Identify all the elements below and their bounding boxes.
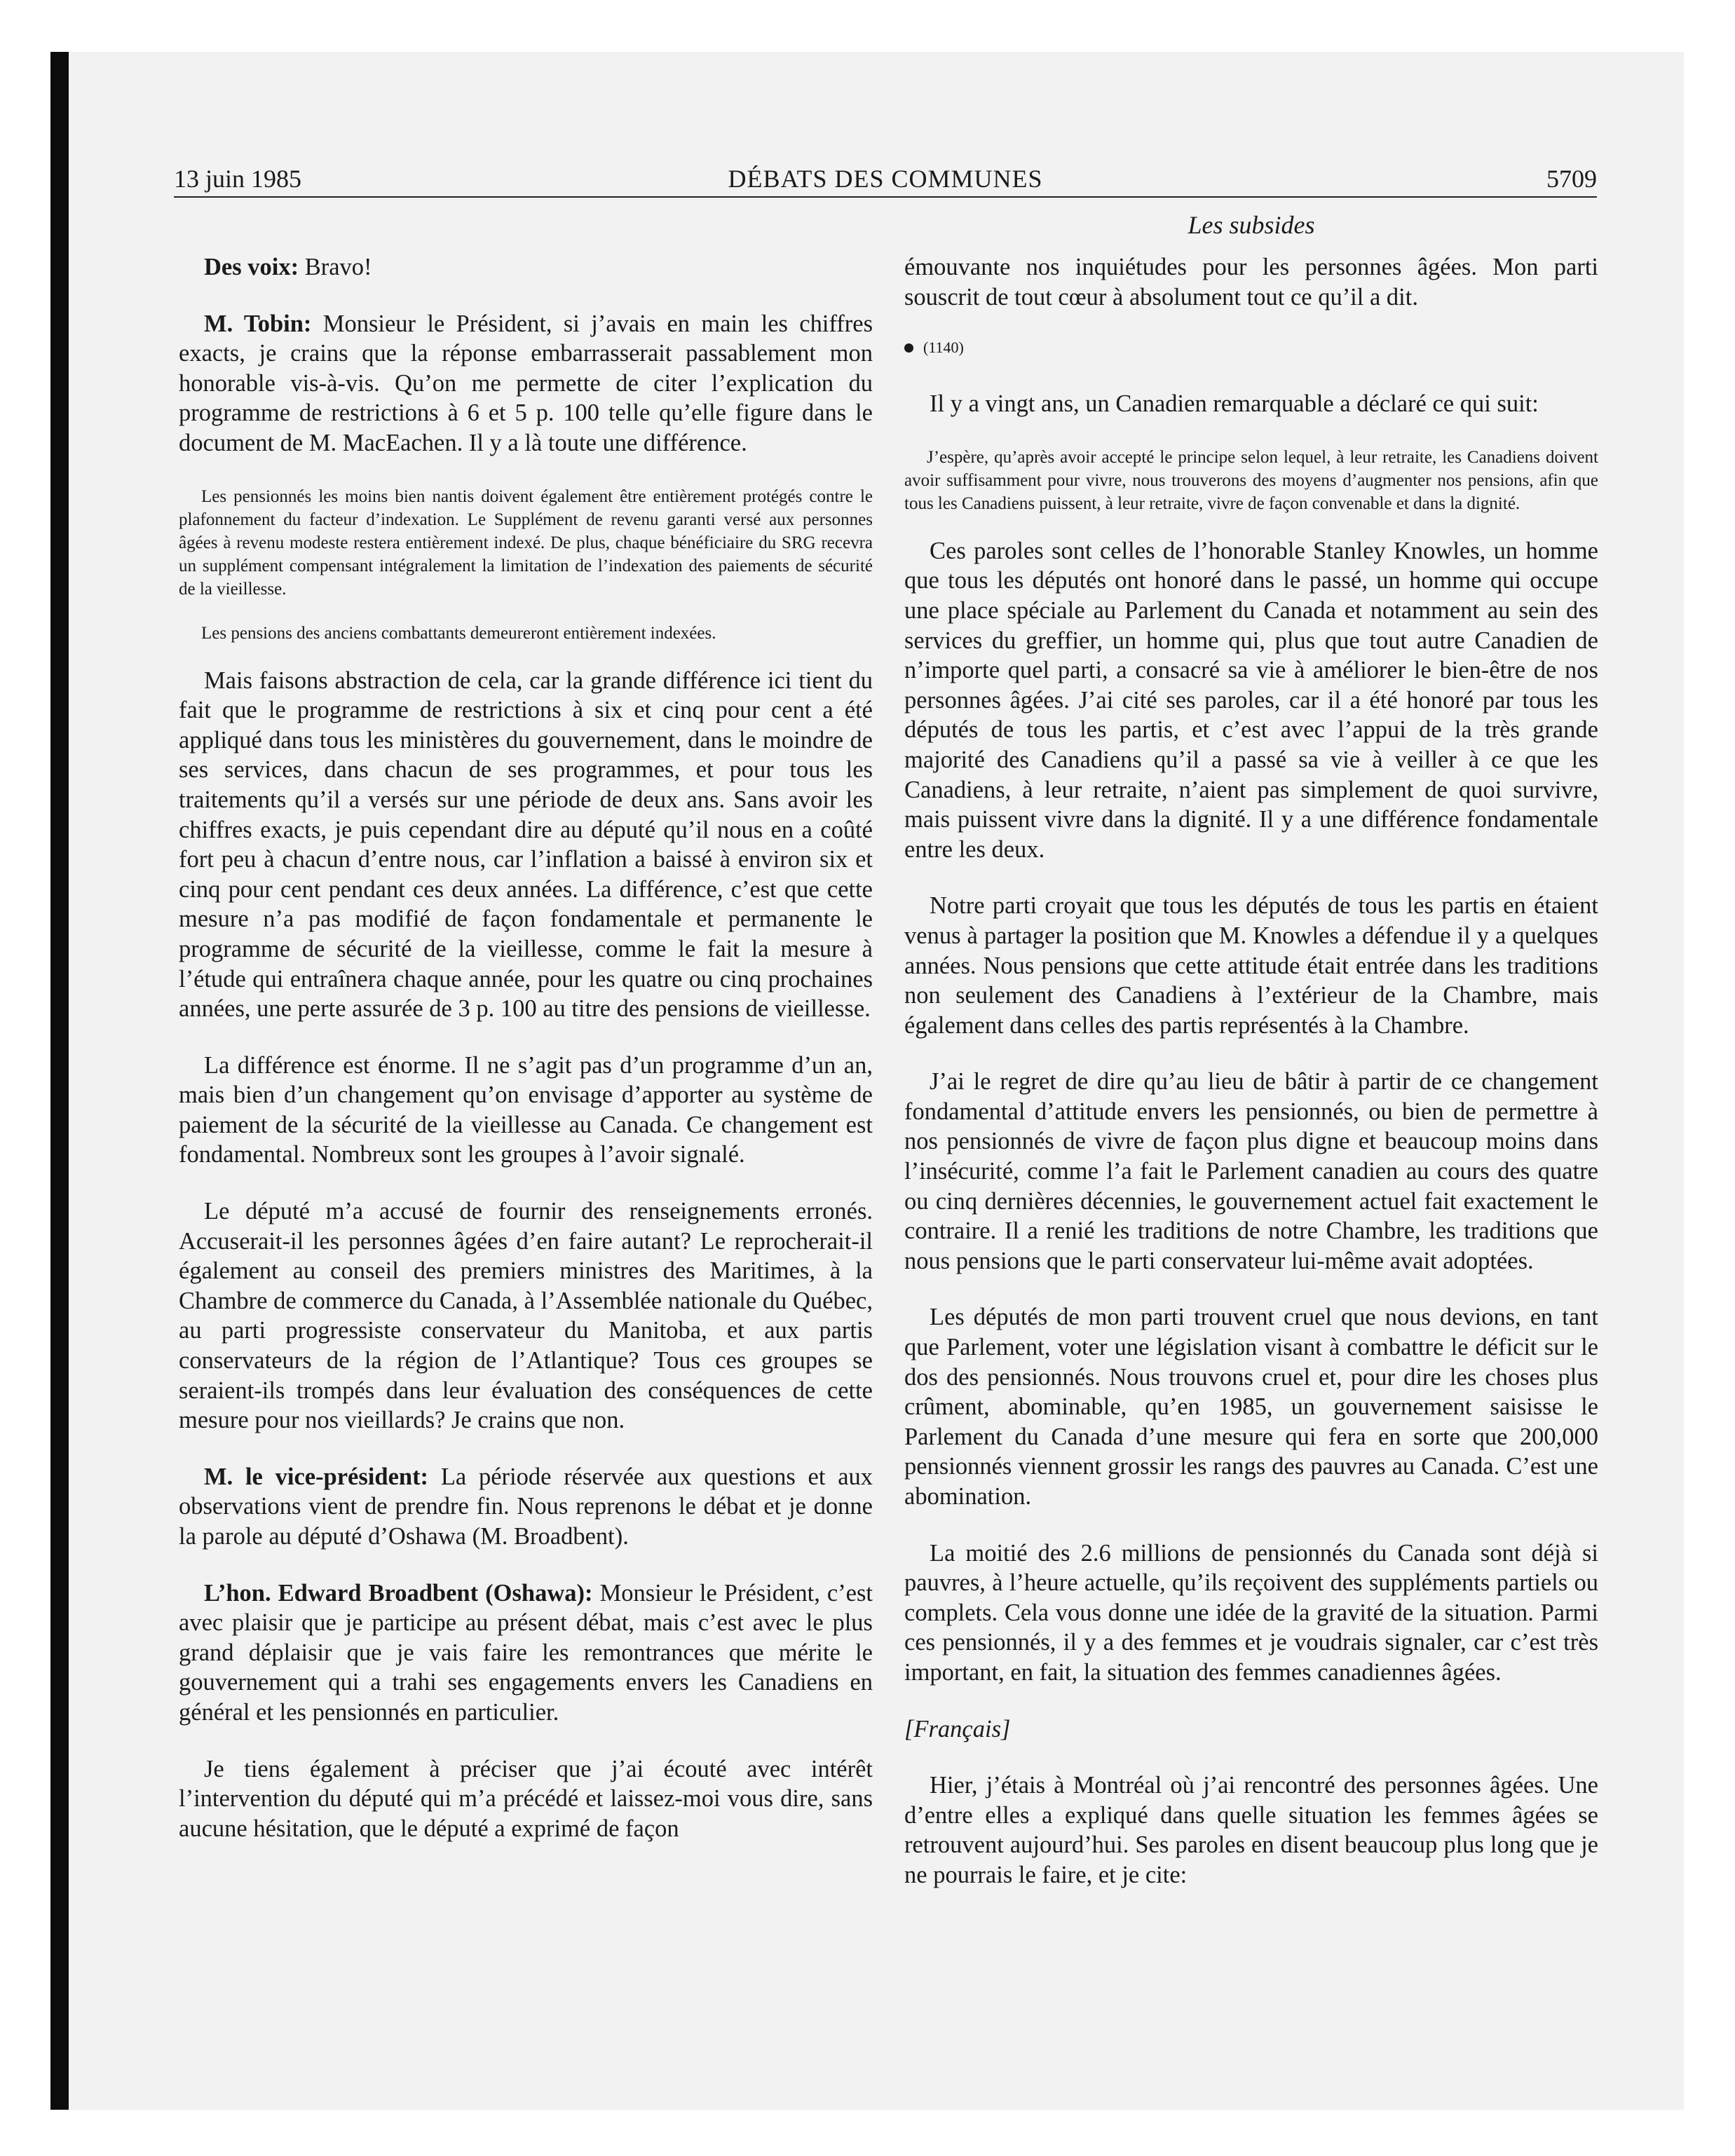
paragraph-continuation: émouvante nos inquiétudes pour les personnes âgées. Mon parti souscrit de tout cœur à absolument tout ce qu’il a dit. [904, 254, 1598, 311]
paragraph: Ces paroles sont celles de l’honorable Stanley Knowles, un homme que tous les députés ont honoré dans le passé, un homme qui occupe une place spéciale au Parlement du Canada et notamment au sein des services du greffier, un homme qui, plus que tout autre Canadien de n’importe quel parti, a consacré sa vie à améliorer le bien-être de nos personnes âgées. J’ai cité ses paroles, car il a été honoré par tous les députés de tous les partis, et c’est avec l’appui de la très grande majorité des Canadiens qu’il a passé sa vie à veiller à ce que les Canadiens, à leur retraite, n’aient pas simplement de quoi survivre, mais puissent vivre dans la dignité. Il y a une différence fondamentale entre les deux. [904, 537, 1598, 863]
speech-text: Bravo! [304, 254, 372, 280]
speech-text: Monsieur le Président, si j’avais en main les chiffres exacts, je crains que la réponse embarrasserait passablement mon honorable vis-à-vis. Qu’on me permette de citer l’explication du programme de restrictions à 6 et 5 p. 100 telle qu’elle figure dans le document de M. MacEachen. Il y a là toute une différence. [179, 310, 873, 456]
paragraph: J’ai le regret de dire qu’au lieu de bâtir à partir de ce changement fondamental d’attitude envers les pensionnés, ou bien de permettre à nos pensionnés de vivre de façon plus digne et beaucoup moins dans l’insécurité, comme l’a fait le Parlement canadien au cours des quatre ou cinq dernières décennies, le gouvernement actuel fait exactement le contraire. Il a renié les traditions de notre Chambre, les traditions que nous pensions que le parti conservateur lui-même avait adoptées. [904, 1068, 1598, 1274]
paragraph [179, 252, 873, 282]
paragraph: Notre parti croyait que tous les députés de tous les partis en étaient venus à partager la position que M. Knowles a défendue il y a quelques années. Nous pensions que cette attitude était entrée dans les traditions non seulement des Canadiens à l’extérieur de la Chambre, mais également dans celles des partis représentés à la Chambre. [904, 892, 1598, 1039]
paragraph [179, 1462, 873, 1552]
speaker-name: M. le vice-président: [204, 1463, 429, 1490]
block-quote: Les pensionnés les moins bien nantis doivent également être entièrement protégés contre le plafonnement du facteur d’indexation. Le Supplément de revenu garanti versé aux personnes âgées à revenu modeste restera entièrement indexé. De plus, chaque bénéficiaire du SRG recevra un supplément compensant intégralement la limitation de l’indexation des paiements de sécurité de la vieillesse. [179, 486, 873, 599]
block-quote: J’espère, qu’après avoir accepté le principe selon lequel, à leur retraite, les Canadiens doivent avoir suffisamment pour vivre, nous trouverons des moyens d’augmenter nos pensions, afin que tous les Canadiens puissent, à leur retraite, vivre de façon convenable et dans la dignité. [904, 447, 1598, 513]
paragraph: La différence est énorme. Il ne s’agit pas d’un programme d’un an, mais bien d’un changement qu’on envisage d’apporter au système de paiement de la sécurité de la vieillesse au Canada. Ce changement est fondamental. Nombreux sont les groupes à l’avoir signalé. [179, 1051, 873, 1168]
speaker-name: L’hon. Edward Broadbent (Oshawa): [204, 1579, 593, 1606]
paragraph: Hier, j’étais à Montréal où j’ai rencontré des personnes âgées. Une d’entre elles a expliqué dans quelle situation les femmes âgées se retrouvent aujourd’hui. Ses paroles en disent beaucoup plus long que je ne pourrais le faire, et je cite: [904, 1772, 1598, 1888]
paragraph: Le député m’a accusé de fournir des renseignements erronés. Accuserait-il les personnes âgées d’en faire autant? Le reprocherait-il également au conseil des premiers ministres des Maritimes, à la Chambre de commerce du Canada, à l’Assemblée nationale du Québec, au parti progressiste conservateur du Manitoba, et aux partis conservateurs de la région de l’Atlantique? Tous ces groupes se seraient-ils trompés dans leur évaluation des conséquences de cette mesure pour nos vieillards? Je crains que non. [179, 1198, 873, 1434]
page-number: 5709 [1546, 165, 1597, 193]
paragraph: Les députés de mon parti trouvent cruel que nous devions, en tant que Parlement, voter une législation visant à combattre le déficit sur le dos des pensionnés. Nous trouvons cruel et, pour dire les choses plus crûment, abominable, qu’en 1985, un gouvernement saisisse le Parlement du Canada d’une mesure qui fera en sorte que 200,000 pensionnés viennent grossir les rangs des pauvres au Canada. C’est une abomination. [904, 1304, 1598, 1510]
speaker-name: M. Tobin: [204, 310, 312, 337]
block-quote: Les pensions des anciens combattants demeureront entièrement indexées. [201, 623, 716, 643]
bullet-icon [904, 343, 913, 353]
header-title: DÉBATS DES COMMUNES [728, 165, 1043, 193]
paragraph [179, 1578, 873, 1728]
paragraph [179, 309, 873, 458]
left-column [179, 252, 873, 1870]
language-marker: [Français] [904, 1715, 1011, 1742]
binding-edge [50, 52, 69, 2110]
section-title: Les subsides [1188, 211, 1315, 239]
page-header [174, 161, 1597, 198]
speaker-name: Des voix: [204, 254, 299, 280]
paragraph: La moitié des 2.6 millions de pensionnés du Canada sont déjà si pauvres, à l’heure actuelle, qu’ils reçoivent des suppléments partiels ou complets. Cela vous donne une idée de la gravité de la situation. Parmi ces pensionnés, il y a des femmes et je voudrais signaler, car c’est très important, en fait, la situation des femmes canadiennes âgées. [904, 1539, 1598, 1686]
paragraph: Je tiens également à préciser que j’ai écouté avec intérêt l’intervention du député qui m’a précédé et laissez-moi vous dire, sans aucune hésitation, que le député a exprimé de façon [179, 1755, 873, 1842]
right-column [904, 252, 1598, 1917]
header-date: 13 juin 1985 [174, 165, 302, 193]
paragraph: Mais faisons abstraction de cela, car la grande différence ici tient du fait que le programme de restrictions à six et cinq pour cent a été appliqué dans tous les ministères du gouvernement, dans le moindre de ses services, dans chacun de ses programmes, et pour tous les traitements qu’il a versés sur une période de deux ans. Sans avoir les chiffres exacts, je puis cependant dire au député qu’il nous en a coûté fort peu à chacun d’entre nous, car l’inflation a baissé à environ six et cinq pour cent pendant ces deux années. La différence, c’est que cette mesure n’a pas modifié de façon fondamentale et permanente le programme de sécurité de la vieillesse, comme le fait la mesure à l’étude qui entraînera chaque année, pour les quatre ou cinq prochaines années, une perte assurée de 3 p. 100 au titre des pensions de vieillesse. [179, 667, 873, 1023]
time-marker-label: (1140) [923, 339, 964, 357]
speech-text: La période réservée aux questions et aux observations vient de prendre fin. Nous reprenons le débat et je donne la parole au député d’Oshawa (M. Broadbent). [179, 1463, 873, 1550]
time-marker [904, 339, 1598, 357]
speech-text: Monsieur le Président, c’est avec plaisir que je participe au présent débat, mais c’est avec le plus grand déplaisir que je vais faire les remontrances que mérite le gouvernement qui a trahi ses engagements envers les Canadiens en général et les pensionnés en particulier. [179, 1579, 873, 1726]
paragraph: Il y a vingt ans, un Canadien remarquable a déclaré ce qui suit: [930, 390, 1539, 418]
